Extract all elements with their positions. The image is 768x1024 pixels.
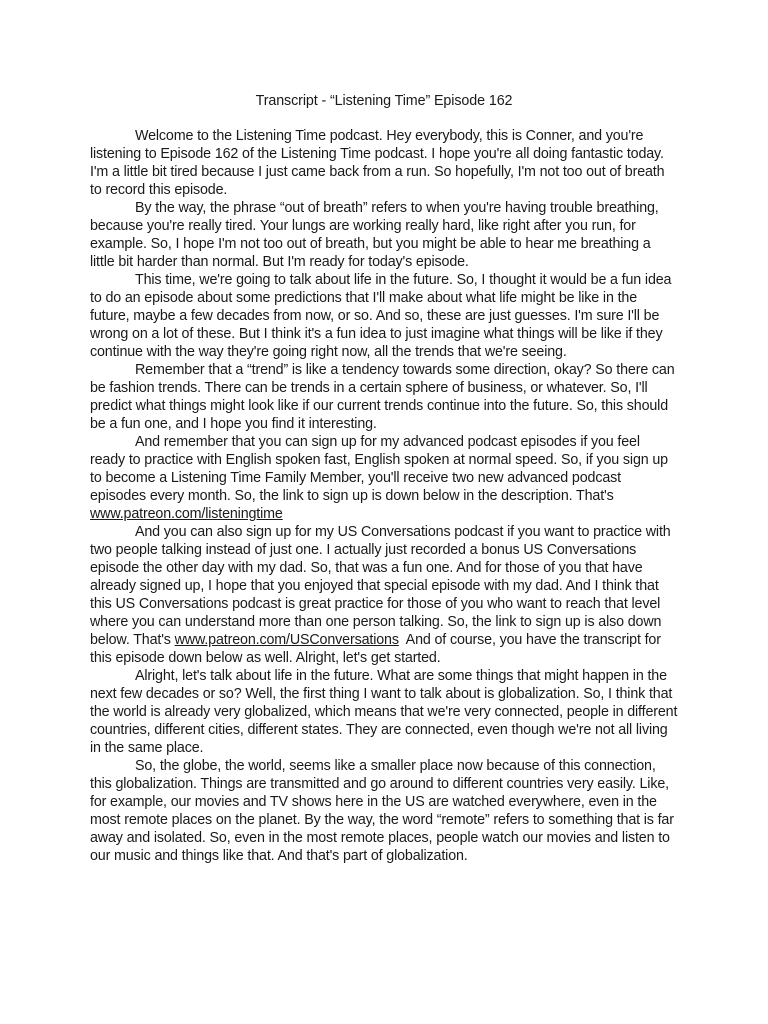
paragraph-advanced-episodes (90, 433, 678, 523)
paragraph-globalization (90, 667, 678, 757)
paragraph-us-conversations (90, 523, 678, 667)
paragraph-text-after: And of course, you have the transcript for this episode down below as well. Alright, let's get started. (90, 632, 665, 666)
patreon-usconversations-link[interactable]: www.patreon.com/USConversations (174, 632, 399, 648)
paragraph-text: And remember that you can sign up for my advanced podcast episodes if you feel ready to practice with English spoken fast, English spoken at normal speed. So, if you sign up to become a Listening Time Family Member, you'll receive two new advanced podcast episodes every month. So, the link to sign up is down below in the description. That's (90, 434, 668, 504)
paragraph-out-of-breath (90, 199, 678, 271)
paragraph-topic (90, 271, 678, 361)
paragraph-trend (90, 361, 678, 433)
paragraph-text: This time, we're going to talk about life in the future. So, I thought it would be a fun idea to do an episode about some predictions that I'll make about what life might be like in the future, maybe a few decades from now, or so. And so, these are just guesses. I'm sure I'll be wrong on a lot of these. But I think it's a fun idea to just imagine what things will be like if they continue with the way they're going right now, all the trends that we're seeing. (90, 272, 672, 360)
paragraph-text: And you can also sign up for my US Conversations podcast if you want to practice with two people talking instead of just one. I actually just recorded a bonus US Conversations episode the other day with my dad. So, that was a fun one. And for those of you that have already signed up, I hope that you enjoyed that special episode with my dad. And I think that this US Conversations podcast is great practice for those of you who want to reach that level where you can understand more than one person talking. So, the link to sign up is also down below. That's (90, 524, 671, 648)
paragraph-text: Alright, let's talk about life in the future. What are some things that might happen in the next few decades or so? Well, the first thing I want to talk about is globalization. So, I think that the world is already very globalized, which means that we're very connected, people in different countries, different cities, different states. They are connected, even though we're not all living in the same place. (90, 668, 678, 756)
paragraph-text: Remember that a “trend” is like a tendency towards some direction, okay? So there can be fashion trends. There can be trends in a certain sphere of business, or whatever. So, I'll predict what things might look like if our current trends continue into the future. So, this should be a fun one, and I hope you find it interesting. (90, 362, 675, 432)
document-title: Transcript - “Listening Time” Episode 162 (255, 93, 513, 109)
paragraph-text: So, the globe, the world, seems like a smaller place now because of this connection, this globalization. Things are transmitted and go around to different countries very easily. Like, for example, our movies and TV shows here in the US are watched everywhere, even in the most remote places on the planet. By the way, the word “remote” refers to something that is far away and isolated. So, even in the most remote places, people watch our movies and listen to our music and things like that. And that's part of globalization. (90, 758, 674, 864)
patreon-listeningtime-link[interactable]: www.patreon.com/listeningtime (90, 506, 283, 522)
paragraph-text: By the way, the phrase “out of breath” refers to when you're having trouble breathing, because you're really tired. Your lungs are working really hard, like right after you run, for example. So, I hope I'm not too out of breath, but you might be able to hear me breathing a little bit harder than normal. But I'm ready for today's episode. (90, 200, 659, 270)
transcript-body (90, 127, 678, 865)
paragraph-text: Welcome to the Listening Time podcast. Hey everybody, this is Conner, and you're listening to Episode 162 of the Listening Time podcast. I hope you're all doing fantastic today. I'm a little bit tired because I just came back from a run. So hopefully, I'm not too out of breath to record this episode. (90, 128, 665, 198)
paragraph-remote (90, 757, 678, 865)
paragraph-intro (90, 127, 678, 199)
